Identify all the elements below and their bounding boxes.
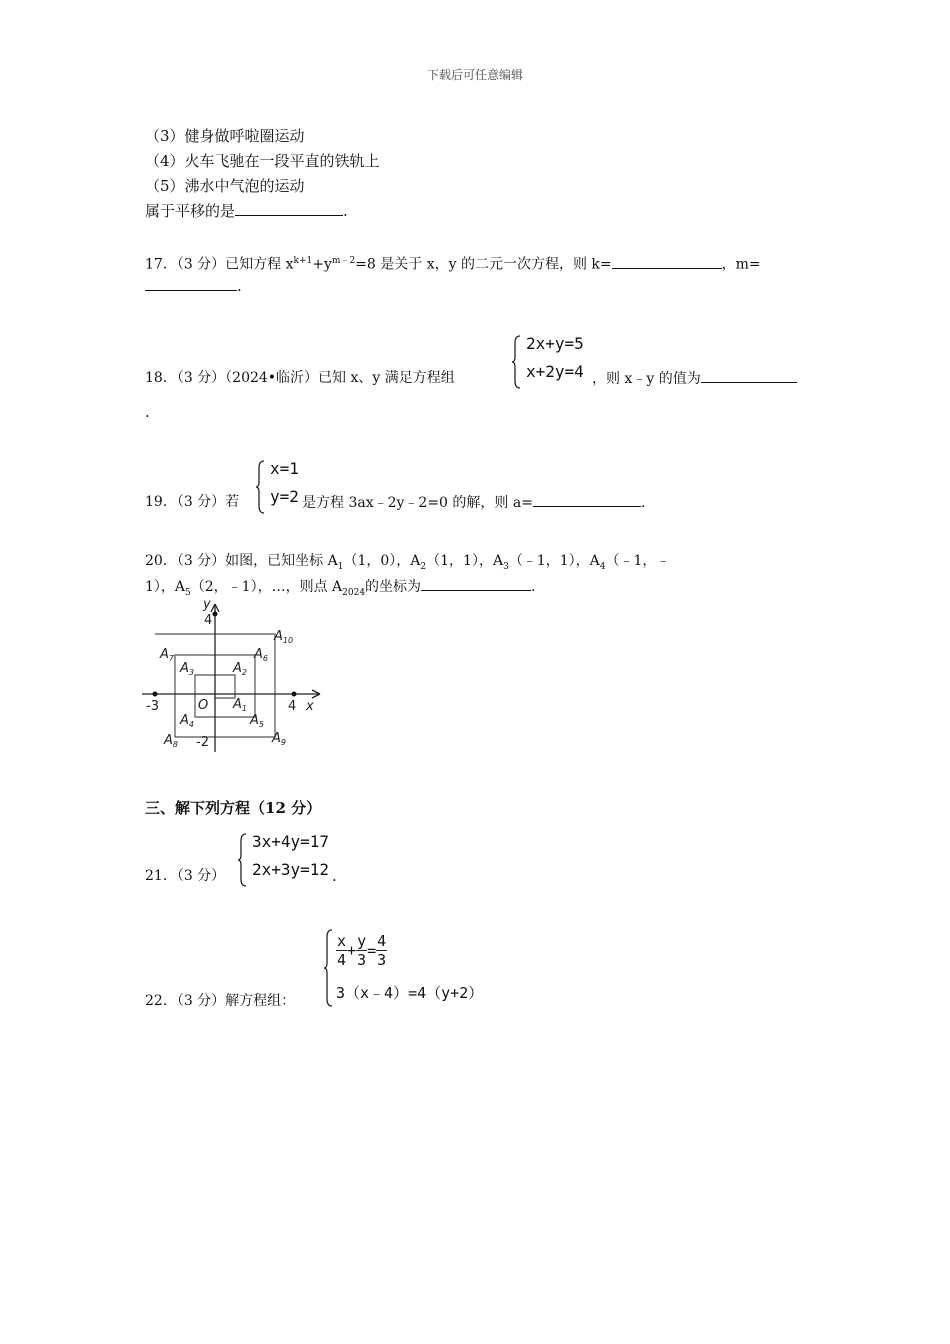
tick-y-minus-2: -2 (196, 735, 209, 750)
q20-sub-4: 4 (599, 561, 606, 572)
q21-eq-2: 2x+3y=12 (252, 860, 330, 879)
q18-end: . (145, 403, 150, 421)
q17-exponent-1: k+1 (293, 256, 313, 266)
q18-suffix-line (592, 368, 797, 389)
q19-prefix: 19．（3 分）若 (145, 494, 240, 510)
q17-end: . (237, 277, 242, 295)
fraction-4-over-3: $\frac{4}{3}$ (377, 932, 387, 969)
q17-prefix: 17．（3 分）已知方程 x (145, 256, 294, 273)
q17-mid: +y (312, 256, 332, 273)
y-axis-label: y (203, 597, 211, 612)
q20-line2-mid: （2，﹣1），…，则点 A (190, 579, 343, 595)
label-a2: $A_2$ (233, 661, 247, 677)
q18-eq-1: 2x+y=5 (526, 334, 584, 353)
q20-blank[interactable] (421, 576, 531, 591)
q17-after: =8 是关于 x，y 的二元一次方程，则 k= (355, 256, 612, 273)
q22-eq-2: 3（x﹣4）=4（y+2） (336, 984, 484, 1002)
q17-m-label: ，m= (721, 256, 761, 273)
q20-line2-sub-2: 2024 (342, 587, 366, 598)
q20-line2-sub-1: 5 (185, 587, 191, 598)
q21-end: . (332, 867, 337, 885)
q16-item-5: （5）沸水中气泡的运动 (145, 177, 305, 195)
q20-line-1 (145, 551, 670, 577)
q18-blank[interactable] (701, 368, 797, 383)
q16-blank[interactable] (235, 201, 343, 216)
q19-blank[interactable] (533, 492, 641, 507)
q20-line1-start: 20．（3 分）如图，已知坐标 A (145, 553, 338, 569)
label-a3: $A_3$ (180, 661, 194, 677)
q20-text-2: （1，1），A (426, 553, 504, 569)
q19-eq-1: x=1 (270, 459, 299, 478)
tick-y-4: 4 (204, 613, 213, 628)
label-a8: $A_8$ (164, 733, 178, 749)
origin-label: O (198, 698, 209, 713)
label-a5: $A_5$ (250, 713, 264, 729)
q18-eq-2: x+2y=4 (526, 362, 584, 381)
q21-eq-1: 3x+4y=17 (252, 832, 330, 851)
q16-item-3: （3）健身做呼啦圈运动 (145, 127, 305, 145)
q20-text-4: （﹣1，﹣ (605, 553, 671, 569)
q19-eq-2: y=2 (270, 487, 299, 506)
q16-answer-line (145, 201, 348, 221)
q20-text-3: （﹣1，1），A (508, 553, 600, 569)
point-x-4 (292, 692, 297, 697)
left-brace-icon (512, 335, 522, 389)
point-y-4 (213, 612, 218, 617)
q20-line2-start: 1），A (145, 579, 186, 595)
q22-prefix: 22．（3 分）解方程组： (145, 993, 296, 1009)
q20-text-1: （1，0），A (343, 553, 421, 569)
coordinate-spiral-figure (140, 596, 330, 756)
tick-x-minus-3: -3 (146, 699, 159, 714)
x-axis-label: x (306, 699, 314, 714)
q22-system (324, 928, 514, 1008)
q17-line-2 (145, 276, 242, 296)
left-brace-icon (238, 833, 248, 887)
q18-prefix: 18．（3 分）（2024•临沂）已知 x、y 满足方程组 (145, 370, 455, 386)
q21-prefix: 21．（3 分） (145, 868, 226, 884)
label-a4: $A_4$ (180, 713, 194, 729)
q22-eq-1: $\frac{x}{4}$ + $\frac{y}{3}$ = $\frac{4}{3}$ (337, 932, 387, 969)
fraction-y-over-3: $\frac{y}{3}$ (357, 932, 367, 969)
fraction-x-over-4: $\frac{x}{4}$ (337, 932, 347, 969)
q19-suffix: 是方程 3ax﹣2y﹣2=0 的解，则 a= (302, 495, 533, 511)
left-brace-icon (256, 460, 266, 514)
q16-item-4: （4）火车飞驰在一段平直的铁轨上 (145, 152, 380, 170)
label-a6: $A_6$ (254, 647, 268, 663)
label-a1: $A_1$ (233, 697, 247, 713)
q19-suffix-line (302, 492, 645, 513)
q17-exponent-2: m﹣2 (331, 256, 356, 266)
label-a9: $A_9$ (272, 731, 286, 747)
label-a7: $A_7$ (160, 647, 174, 663)
q20-line2-end: 的坐标为 (365, 579, 422, 595)
section-3-title: 三、解下列方程（12 分） (145, 799, 322, 817)
q16-prompt: 属于平移的是 (145, 202, 236, 220)
question-17 (145, 251, 761, 275)
q17-m-blank[interactable] (145, 276, 237, 291)
q20-sub-1: 1 (337, 561, 344, 572)
q20-end: . (531, 579, 536, 595)
left-brace-icon (324, 929, 334, 1007)
page-header: 下载后可任意编辑 (426, 68, 523, 82)
point-x-minus-3 (153, 692, 158, 697)
q20-sub-3: 3 (503, 561, 509, 572)
q19-end: . (640, 495, 646, 511)
tick-x-4: 4 (288, 699, 297, 714)
q20-sub-2: 2 (420, 561, 427, 572)
q16-end: . (343, 202, 348, 220)
q18-suffix: ，则 x﹣y 的值为 (592, 371, 701, 387)
label-a10: $A_{10}$ (274, 629, 294, 645)
q17-k-blank[interactable] (612, 254, 722, 269)
